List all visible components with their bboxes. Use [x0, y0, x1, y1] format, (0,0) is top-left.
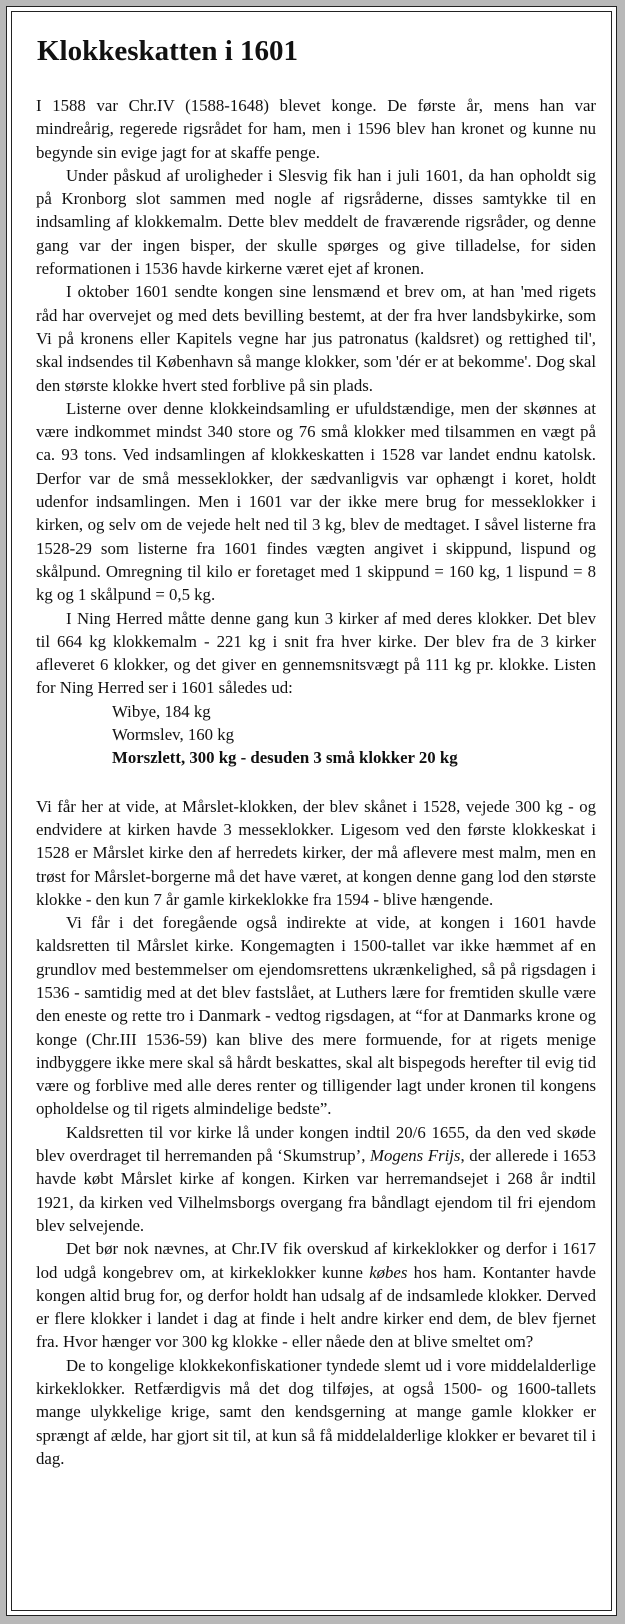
paragraph-9-text: Det bør nok nævnes, at Chr.IV fik overskud af kirkeklokker og derfor i 1617 lod udgå kongebrev om, at kirkeklokker kunne [36, 1239, 596, 1282]
paragraph-3: I oktober 1601 sendte kongen sine lensmænd et brev om, at han 'med rigets råd har overvejet og med dets bevilling bestemt, at der fra hver landsbykirke, som Vi på kronens eller Kapitels vegne har jus patronatus (kaldsret) og rettighed til', skal indsendes til København så mange klokker, som 'dér er at bekomme'. Dog skal den største klokke hvert sted forblive på sin plads. [36, 282, 596, 395]
paragraph-2: Under påskud af uroligheder i Slesvig fik han i juli 1601, da han opholdt sig på Kronborg slot sammen med nogle af rigsråderne, disses samtykke til en indsamling af klokkemalm. Dette blev meddelt de fraværende rigsråder, og denne gang var der ingen bisper, der skulle spørges og give tilladelse, for siden reformationen i 1536 havde kirkerne været ejet af kronen. [36, 165, 596, 279]
paragraph-6: Vi får her at vide, at Mårslet-klokken, der blev skånet i 1528, vejede 300 kg - og endvidere at kirken havde 3 messeklokker. Ligesom ved den første klokkeskat i 1528 er Mårslet kirke den af herredets kirker, der må aflevere mest malm, men en trøst for Mårslet-borgerne må det have været, at kongen denne gang lod den største klokke - den kun 7 år gamle kirkeklokke fra 1594 - blive hængende. [36, 796, 596, 909]
paragraph-7: Vi får i det foregående også indirekte at vide, at kongen i 1601 havde kaldsretten til Mårslet kirke. Kongemagten i 1500-tallet var ikke hæmmet af en grundlov med bestemmelser om ejendomsrettens ukrænkelighed, så på rigsdagen i 1536 - samtidig med at det blev fastslået, at Luthers lære for fremtiden skulle være den eneste og rette tro i Danmark - vedtog rigsdagen, at “for at Danmarks krone og konge (Chr.III 1536-59) kan blive des mere formuende, for at rigets menige indbyggere ikke mere skal så hårdt beskattes, skal alt bispegods herefter til evig tid være og forblive med alle deres renter og tilligender lagt under kronen til kongens opholdelse og til rigets almindelige bedste”. [36, 913, 596, 1119]
paragraph-4: Listerne over denne klokkeindsamling er ufuldstændige, men der skønnes at være indkommet mindst 340 store og 76 små klokker med tilsammen en vægt på ca. 93 tons. Ved indsamlingen af klokkeskatten i 1528 var landet endnu katolsk. Derfor var de små messeklokker, der sædvanligvis var ophængt i koret, holdt udenfor indsamlingen. Men i 1601 var der ikke mere brug for messeklokker i kirken, og selv om de vejede helt ned til 3 kg, blev de medtaget. I såvel listerne fra 1528-29 som listerne fra 1601 findes vægten angivet i skippund, lispund og skålpund. Omregning til kilo er foretaget med 1 skippund = 160 kg, 1 lispund = 8 kg og 1 skålpund = 0,5 kg. [36, 398, 596, 605]
article-body [36, 94, 596, 1470]
page-frame [6, 6, 617, 1616]
parish-list [36, 700, 596, 770]
list-item: Wormslev, 160 kg [112, 725, 235, 745]
paragraph-8-text-cont: , der allerede i 1653 havde købt Mårslet kirke af kongen. Kirken var herremandsejet i 268 år indtil 1921, da kirken ved Vilhelmsborgs overgang fra båndlagt ejendom til fri ejendom blev selvejende. [36, 1146, 597, 1235]
paragraph-8-text: Kaldsretten til vor kirke lå under kongen indtil 20/6 1655, da den ved skøde blev overdraget til herremanden på ‘Skumstrup’, [36, 1122, 596, 1166]
paragraph-5: I Ning Herred måtte denne gang kun 3 kirker af med deres klokker. Det blev til 664 kg klokkemalm - 221 kg i snit fra hver kirke. Der blev fra de 3 kirker afleveret 6 klokker, og det giver en gennemsnitsvægt på 111 kg pr. klokke. Listen for Ning Herred ser i 1601 således ud: [36, 608, 596, 698]
emphasis-word: købes [369, 1262, 408, 1282]
list-item: Morszlett, 300 kg - desuden 3 små klokker 20 kg [112, 748, 458, 768]
paragraph-8 [36, 1121, 596, 1237]
list-item: Wibye, 184 kg [112, 701, 211, 721]
paragraph-9 [36, 1237, 596, 1353]
paragraph-10: De to kongelige klokkekonfiskationer tyndede slemt ud i vore middelalderlige kirkeklokker. Retfærdigvis må det dog tilføjes, at også 1500- og 1600-tallets mange ulykkelige krige, samt den kendsgerning at mange gamle klokker er sprængt af ælde, har gjort sit til, at kun så få middelalderlige klokker er bevaret til i dag. [36, 1355, 596, 1468]
section-gap [36, 770, 596, 795]
person-name: Mogens Frijs [370, 1146, 461, 1166]
paragraph-9-text-cont: hos ham. Kontanter havde kongen altid brug for, og derfor holdt han udsalg af de indsamlede klokker. Derved er flere klokker i landet i dag at finde i helt andre kirker end dem, de blev fjernet fra. Hvor hænger vor 300 kg klokke - eller nåede den at blive smeltet om? [36, 1262, 596, 1352]
paragraph-1: I 1588 var Chr.IV (1588-1648) blevet konge. De første år, mens han var mindreårig, regerede rigsrådet for ham, men i 1596 blev han kronet og kunne nu begynde sin evige jagt for at skaffe penge. [36, 96, 596, 162]
article-title: Klokkeskatten i 1601 [37, 35, 299, 67]
